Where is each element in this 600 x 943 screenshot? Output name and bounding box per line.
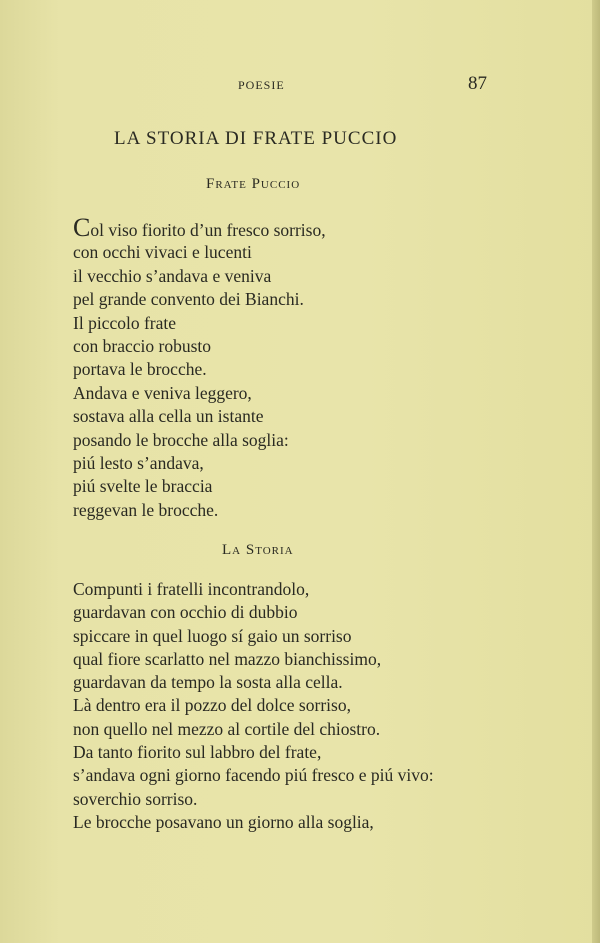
verse-line: Andava e veniva leggero, <box>73 382 252 403</box>
verse-line: Là dentro era il pozzo del dolce sorriso, <box>73 695 351 716</box>
verse-line: s’andava ogni giorno facendo piú fresco e piú vivo: <box>73 765 434 786</box>
verse-line: Il piccolo frate <box>73 312 177 333</box>
verse-line: non quello nel mezzo al cortile del chiostro. <box>73 718 381 739</box>
poem-title: LA STORIA DI FRATE PUCCIO <box>114 128 398 149</box>
verse-line: piú lesto s’andava, <box>73 452 204 473</box>
verse-line: sostava alla cella un istante <box>73 406 264 427</box>
stanza-frate-puccio <box>73 213 326 522</box>
section-heading-frate-puccio: Frate Puccio <box>206 176 301 192</box>
drop-cap: C <box>73 213 91 242</box>
verse-line-text: ol viso fiorito d’un fresco sorriso, <box>90 220 326 240</box>
verse-line: guardavan con occhio di dubbio <box>73 602 298 623</box>
verse-line: Da tanto fiorito sul labbro del frate, <box>73 742 322 763</box>
page-edge <box>592 0 600 943</box>
verse-line: con occhi vivaci e lucenti <box>73 242 252 263</box>
verse-line: posando le brocche alla soglia: <box>73 429 289 450</box>
verse-line: Compunti i fratelli incontrandolo, <box>73 579 310 599</box>
verse-line: il vecchio s’andava e veniva <box>73 265 272 286</box>
verse-line: soverchio sorriso. <box>73 788 198 809</box>
page-number: 87 <box>468 73 487 94</box>
verse-line: portava le brocche. <box>73 359 207 380</box>
verse-line: Le brocche posavano un giorno alla soglia, <box>73 811 374 832</box>
verse-line: spiccare in quel luogo sí gaio un sorriso <box>73 625 352 646</box>
verse-line <box>73 213 326 242</box>
stanza-la-storia <box>73 578 434 834</box>
verse-line: piú svelte le braccia <box>73 476 213 497</box>
running-head: POESIE <box>238 78 285 92</box>
section-heading-la-storia: La Storia <box>222 542 294 558</box>
verse-line: con braccio robusto <box>73 335 212 356</box>
verse-line: qual fiore scarlatto nel mazzo bianchissimo, <box>73 648 382 669</box>
verse-line: reggevan le brocche. <box>73 499 219 520</box>
verse-line: guardavan da tempo la sosta alla cella. <box>73 672 343 693</box>
verse-line: pel grande convento dei Bianchi. <box>73 289 304 310</box>
